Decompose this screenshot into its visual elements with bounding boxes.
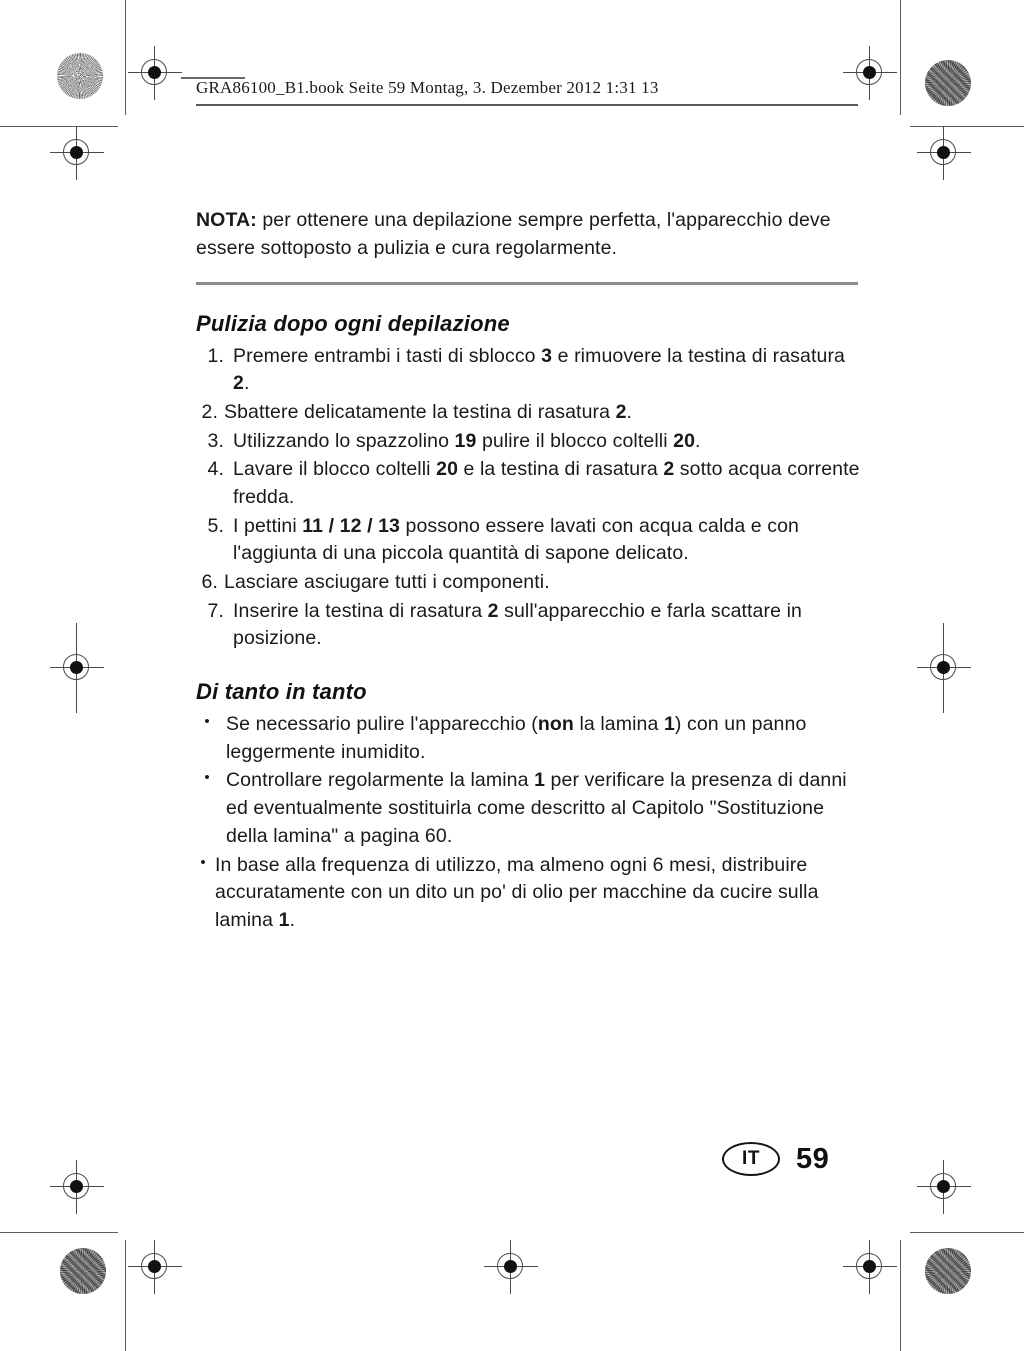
item-text: I pettini 11 / 12 / 13 possono essere lavati con acqua calda e con l'aggiunta di una piccola quantità di sapone delicato.	[233, 514, 799, 565]
part-reference-number: 19	[454, 429, 477, 452]
part-reference-number: 1	[663, 713, 675, 736]
registration-mark-lower-right	[917, 1160, 971, 1214]
item-text: Utilizzando lo spazzolino 19 pulire il blocco coltelli 20.	[233, 429, 701, 452]
trim-line-left-vertical	[125, 0, 126, 115]
registration-mark-upper-left	[50, 126, 104, 180]
bullet-glyph: •	[200, 853, 206, 871]
part-reference-number: 2	[615, 400, 627, 423]
registration-mark-middle-right	[917, 641, 971, 695]
part-reference-number: 3	[541, 344, 553, 367]
rosette-mark-bottom-right	[925, 1248, 971, 1294]
bullet-item	[196, 852, 864, 935]
step-number: 4.	[207, 458, 224, 481]
rosette-mark-top-right	[925, 60, 971, 106]
part-reference-number: 11 / 12 / 13	[302, 514, 400, 537]
step-item	[196, 569, 864, 597]
running-header: GRA86100_B1.book Seite 59 Montag, 3. Dezember 2012 1:31 13	[196, 78, 659, 97]
step-number: 3.	[207, 429, 224, 452]
page-body	[196, 186, 864, 936]
trim-line-bottom-right-horizontal	[910, 1232, 1024, 1233]
page-number: 59	[796, 1142, 830, 1175]
part-reference-number: 2	[663, 458, 675, 481]
sections-container	[196, 311, 864, 935]
step-item	[196, 343, 864, 398]
step-number: 1.	[207, 344, 224, 367]
bullet-item	[196, 711, 864, 766]
bullet-glyph: •	[204, 769, 210, 787]
item-text: Premere entrambi i tasti di sblocco 3 e rimuovere la testina di rasatura 2.	[233, 344, 845, 395]
registration-mark-bottom-center	[484, 1240, 538, 1294]
trim-line-right-vertical	[900, 0, 901, 115]
bullet-glyph: •	[204, 713, 210, 731]
section-heading: Di tanto in tanto	[196, 679, 367, 705]
registration-mark-upper-right	[917, 126, 971, 180]
item-text: Inserire la testina di rasatura 2 sull'apparecchio e farla scattare in posizione.	[233, 599, 802, 650]
trim-line-left-vertical-bottom	[125, 1240, 126, 1351]
page-footer	[722, 1142, 829, 1176]
note-divider	[196, 282, 858, 285]
step-item	[196, 456, 864, 511]
part-reference-number: 1	[278, 908, 290, 931]
note-text: per ottenere una depilazione sempre perfetta, l'apparecchio deve essere sottoposto a pulizia e cura regolarmente.	[196, 208, 831, 259]
step-number: 7.	[207, 599, 224, 622]
item-text: Lasciare asciugare tutti i componenti.	[224, 571, 550, 594]
item-text: Controllare regolarmente la lamina 1 per verificare la presenza di danni ed eventualmente sostituirla come descritto al Capitolo "Sostituzione della lamina" a pagina 60.	[226, 769, 847, 847]
registration-mark-top-left	[128, 46, 182, 100]
bullet-list	[196, 711, 864, 935]
section-heading: Pulizia dopo ogni depilazione	[196, 310, 510, 336]
trim-line-right-vertical-bottom	[900, 1240, 901, 1351]
step-item	[196, 513, 864, 568]
bullet-item	[196, 767, 864, 850]
rosette-mark-bottom-left	[60, 1248, 106, 1294]
note-label: NOTA:	[196, 208, 257, 231]
part-reference-number: 1	[534, 769, 546, 792]
trim-line-bottom-left-horizontal	[0, 1232, 118, 1233]
step-item	[196, 598, 864, 653]
part-reference-number: 20	[436, 458, 459, 481]
step-item	[196, 428, 864, 456]
step-number: 6.	[201, 571, 218, 594]
country-code-badge: IT	[722, 1142, 780, 1176]
part-reference-number: 20	[673, 429, 696, 452]
item-text: Lavare il blocco coltelli 20 e la testina di rasatura 2 sotto acqua corrente fredda.	[233, 458, 860, 508]
item-text: Se necessario pulire l'apparecchio (non la lamina 1) con un panno leggermente inumidito.	[226, 713, 807, 763]
step-number: 2.	[201, 400, 218, 423]
registration-mark-bottom-left	[128, 1240, 182, 1294]
part-reference-number: 2	[487, 599, 499, 622]
step-item	[196, 399, 864, 427]
step-number: 5.	[207, 514, 224, 537]
registration-mark-middle-left	[50, 641, 104, 695]
part-reference-number: 2	[233, 372, 244, 395]
item-text: In base alla frequenza di utilizzo, ma almeno ogni 6 mesi, distribuire accuratamente con un dito un po' di olio per macchine da cucire sulla lamina 1.	[215, 853, 819, 931]
registration-mark-bottom-right	[843, 1240, 897, 1294]
note-paragraph	[196, 206, 864, 263]
rosette-mark-top-left	[57, 53, 103, 99]
header-underline	[196, 104, 858, 106]
registration-mark-lower-left	[50, 1160, 104, 1214]
item-text: Sbattere delicatamente la testina di rasatura 2.	[224, 400, 633, 423]
part-reference-number: non	[537, 713, 574, 736]
registration-mark-top-right	[843, 46, 897, 100]
step-list	[196, 343, 864, 654]
